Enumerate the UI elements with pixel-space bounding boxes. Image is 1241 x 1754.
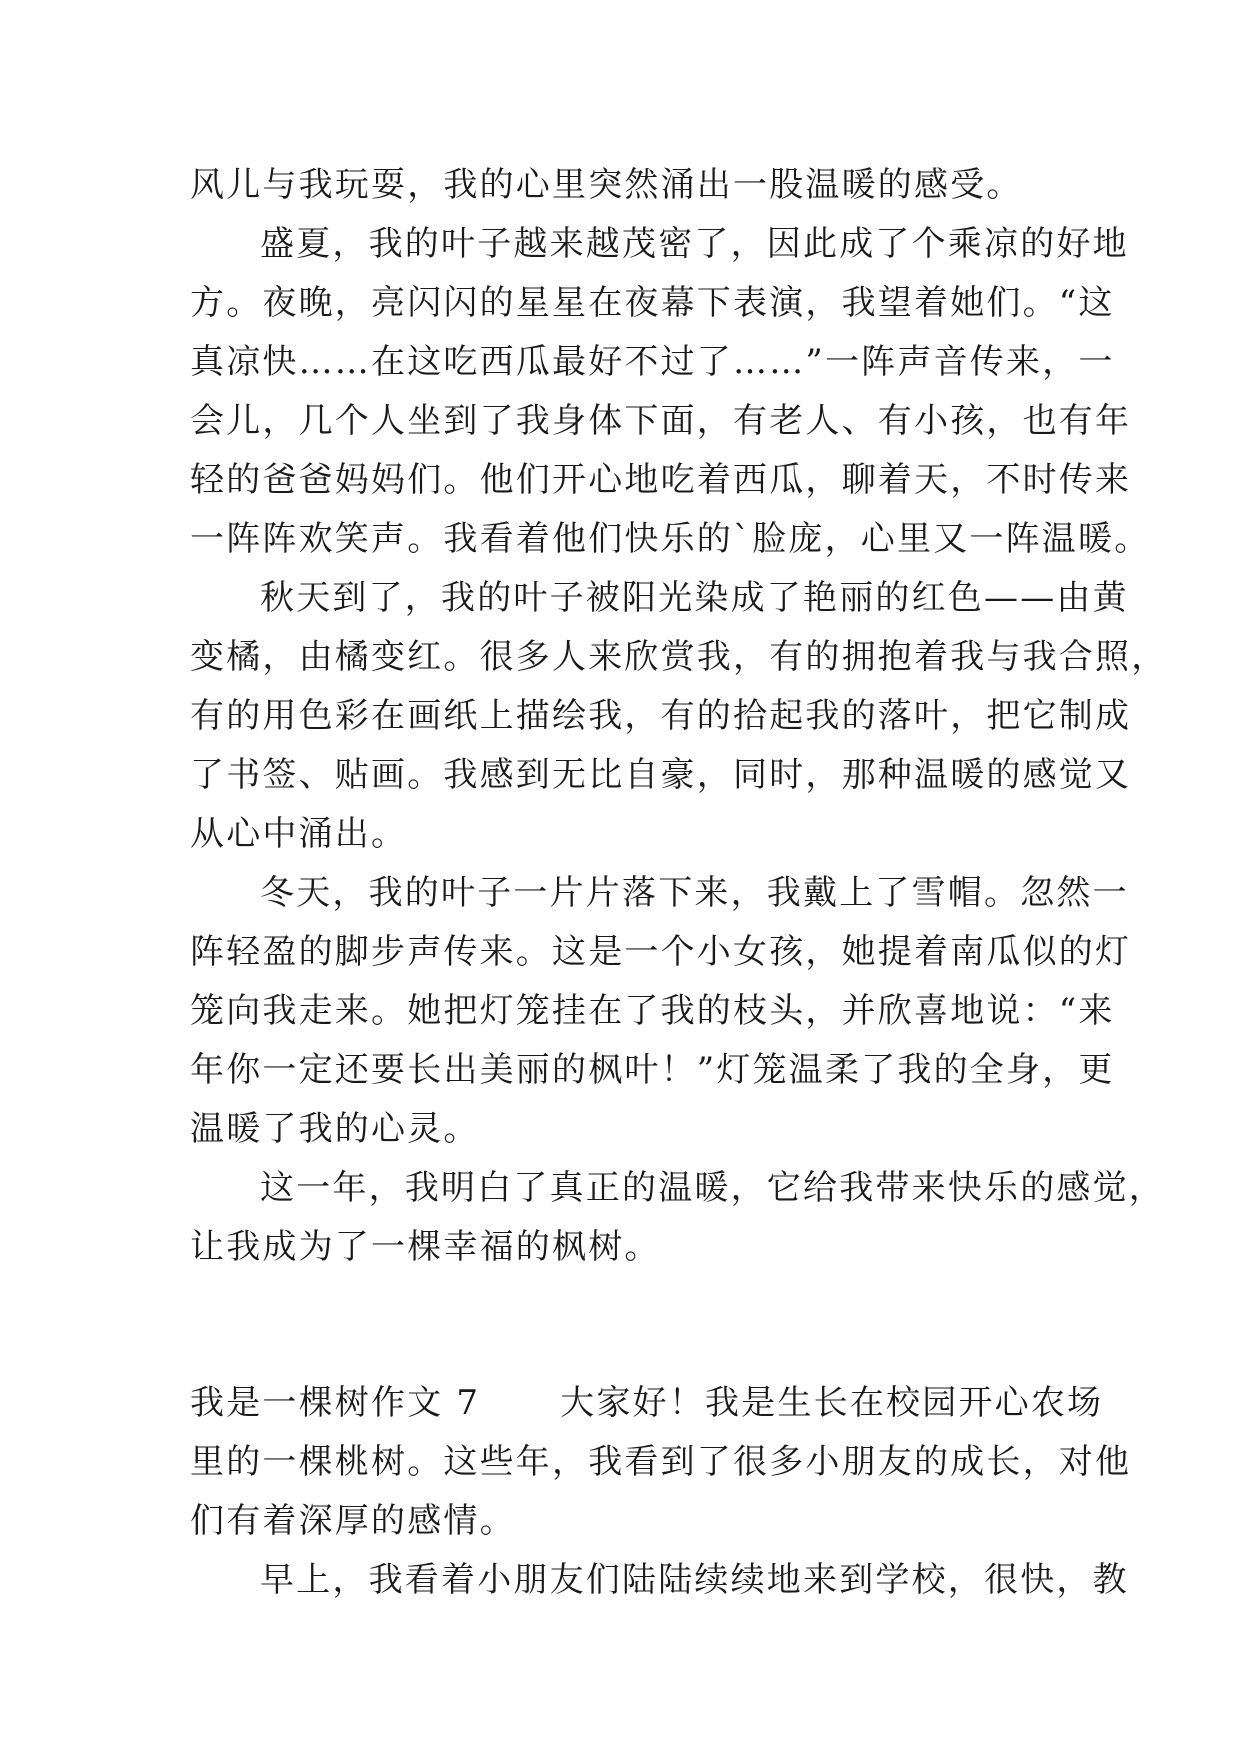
text-line: 轻的爸爸妈妈们。他们开心地吃着西瓜，聊着天，不时传来 [190, 460, 1132, 500]
text-line: 会儿，几个人坐到了我身体下面，有老人、有小孩，也有年 [190, 401, 1132, 441]
text-line: 秋天到了，我的叶子被阳光染成了艳丽的红色——由黄 [260, 578, 1129, 618]
text-line: 从心中涌出。 [190, 814, 408, 854]
text-line: 笼向我走来。她把灯笼挂在了我的枝头，并欣喜地说：“来 [190, 991, 1115, 1031]
text-line: 真凉快……在这吃西瓜最好不过了……”一阵声音传来，一 [190, 342, 1115, 382]
text-line: 冬天，我的叶子一片片落下来，我戴上了雪帽。忽然一 [260, 873, 1129, 913]
document-page [190, 160, 1168, 1614]
text-line: 阵轻盈的脚步声传来。这是一个小女孩，她提着南瓜似的灯 [190, 932, 1132, 972]
text-line: 方。夜晚，亮闪闪的星星在夜幕下表演，我望着她们。“这 [190, 283, 1115, 323]
text-line: 了书签、贴画。我感到无比自豪，同时，那种温暖的感觉又 [190, 755, 1132, 795]
text-line: 一阵阵欢笑声。我看着他们快乐的`脸庞，心里又一阵温暖。 [190, 519, 1151, 559]
section-first-line [190, 1378, 1104, 1437]
text-line: 变橘，由橘变红。很多人来欣赏我，有的拥抱着我与我合照， [190, 637, 1168, 677]
text-line: 让我成为了一棵幸福的枫树。 [190, 1227, 661, 1267]
text-line: 盛夏，我的叶子越来越茂密了，因此成了个乘凉的好地 [260, 224, 1129, 264]
text-line: 早上，我看着小朋友们陆陆续续地来到学校，很快，教 [260, 1560, 1129, 1600]
text-line: 里的一棵桃树。这些年，我看到了很多小朋友的成长，对他 [190, 1442, 1132, 1482]
text-line: 们有着深厚的感情。 [190, 1501, 516, 1541]
text-line: 温暖了我的心灵。 [190, 1109, 480, 1149]
section-spacer [190, 1281, 1050, 1378]
section-title: 我是一棵树作文 7 [190, 1383, 481, 1423]
text-line: 年你一定还要长出美丽的枫叶！”灯笼温柔了我的全身，更 [190, 1050, 1115, 1090]
section-first-line-text: 大家好！我是生长在校园开心农场 [560, 1383, 1104, 1423]
text-line: 有的用色彩在画纸上描绘我，有的拾起我的落叶，把它制成 [190, 696, 1132, 736]
text-line: 这一年，我明白了真正的温暖，它给我带来快乐的感觉， [260, 1168, 1165, 1208]
text-line: 风儿与我玩耍，我的心里突然涌出一股温暖的感受。 [190, 165, 1023, 205]
